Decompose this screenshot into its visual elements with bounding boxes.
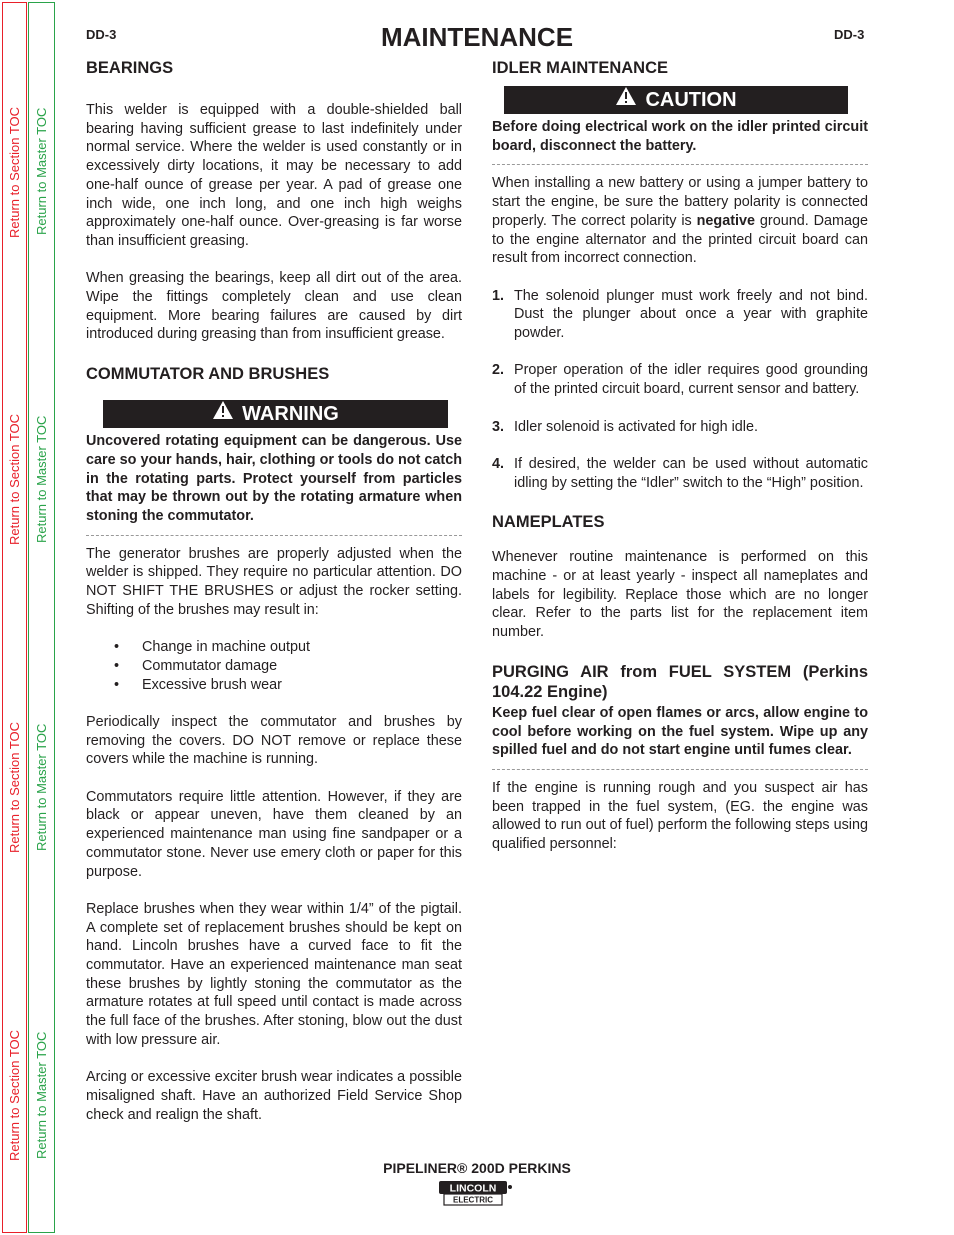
idler-heading: IDLER MAINTENANCE — [492, 59, 668, 77]
return-to-section-toc-link[interactable]: Return to Section TOC — [7, 413, 22, 545]
purging-paragraph: If the engine is running rough and you suspect air has been trapped in the fuel system, (EG. the engine was allowed to run out of fuel) perform the following steps using qualified personnel: — [492, 779, 868, 853]
list-item: • Commutator damage — [114, 657, 278, 674]
return-to-master-toc-link[interactable]: Return to Master TOC — [34, 1031, 49, 1159]
commutator-paragraph: The generator brushes are properly adjusted when the welder is shipped. They require no particular attention. DO NOT SHIFT THE BRUSHES or adjust the rocker setting. Shifting of the brushes may result in: — [86, 545, 462, 618]
page-title: MAINTENANCE — [380, 22, 574, 52]
warning-triangle-icon — [615, 86, 637, 114]
commutator-paragraph: Replace brushes when they wear within 1/4” of the pigtail. A complete set of replacement brushes should be kept on hand. Lincoln brushes have a curved face to fit the commutator. Have an experienced maintenance man seat these brushes by lightly stoning the commutator as the armature rotates at full speed until contact is made across the full face of the brushes. After stoning, blow out the dust with low pressure air. — [86, 900, 462, 1048]
warning-banner — [103, 400, 448, 428]
nameplates-heading: NAMEPLATES — [492, 513, 605, 532]
warning-text: Uncovered rotating equipment can be dangerous. Use care so your hands, hair, clothing or tools do not catch in the rotating parts. Protect yourself from particles that may be thrown out by the rotating armature when stoning the commutator. — [86, 433, 462, 524]
warning-label: WARNING — [242, 403, 339, 426]
logo-text-bottom: ELECTRIC — [453, 1195, 493, 1205]
logo-text-top: LINCOLN — [449, 1182, 497, 1195]
purging-warning-text: Keep fuel clear of open flames or arcs, allow engine to cool before working on the fuel system. Wipe up any spilled fuel and do not start engine until fumes clear. — [492, 704, 868, 759]
commutator-paragraph: Periodically inspect the commutator and brushes by removing the covers. DO NOT remove or replace these covers while the machine is running. — [86, 713, 462, 768]
page-code-left: DD-3 — [86, 27, 117, 42]
caution-label: CAUTION — [645, 89, 737, 111]
list-item: 2. Proper operation of the idler requires good grounding of the printed circuit board, current sensor and battery. — [492, 362, 868, 398]
divider — [492, 769, 868, 770]
bearings-paragraph: This welder is equipped with a double-shielded ball bearing having sufficient grease to last indefinitely under normal service. Where the welder is used constantly or in excessively dirty locations, it may be necessary to add one-half ounce of grease per year. A pad of grease one inch wide, one inch long, and one inch high weighs approximately one-half ounce. Over-greasing is far worse than insufficient greasing. — [86, 102, 462, 249]
model-name: PIPELINER® 200D PERKINS — [383, 1160, 571, 1176]
return-to-section-toc-link[interactable]: Return to Section TOC — [7, 106, 22, 238]
return-to-master-toc-link[interactable]: Return to Master TOC — [34, 415, 49, 543]
list-item: 4. If desired, the welder can be used without automatic idling by setting the “Idler” switch to the “High” position. — [492, 455, 868, 491]
warning-triangle-icon — [212, 400, 234, 428]
divider — [492, 164, 868, 165]
list-item: • Change in machine output — [114, 639, 311, 656]
idler-paragraph: When installing a new battery or using a jumper battery to start the engine, be sure the battery polarity is connected properly. The correct polarity is negative ground. Damage to the engine alternator and the printed circuit board can result from incorrect connection. — [492, 175, 868, 267]
commutator-heading: COMMUTATOR AND BRUSHES — [86, 365, 330, 384]
list-item: • Excessive brush wear — [114, 676, 282, 693]
purging-heading: PURGING AIR from FUEL SYSTEM (Perkins 104.22 Engine) — [492, 662, 868, 701]
return-to-section-toc-link[interactable]: Return to Section TOC — [7, 1029, 22, 1161]
nameplates-paragraph: Whenever routine maintenance is performed on this machine - or at least yearly - inspect all nameplates and labels for legibility. Replace those which are no longer clear. Refer to the parts list for the replacement item number. — [492, 549, 868, 641]
list-item: 1. The solenoid plunger must work freely and not bind. Dust the plunger about once a year with graphite powder. — [492, 287, 868, 342]
bearings-paragraph: When greasing the bearings, keep all dirt out of the area. Wipe the fittings completely clean and use clean equipment. More bearing failures are caused by dirt introduced during greasing than from insufficient grease. — [86, 270, 462, 343]
caution-banner — [504, 86, 848, 114]
divider — [86, 535, 462, 536]
return-to-section-toc-link[interactable]: Return to Section TOC — [7, 721, 22, 853]
left-column — [86, 58, 462, 1124]
bearings-heading: BEARINGS — [86, 59, 174, 77]
lincoln-electric-logo — [438, 1180, 514, 1206]
right-column — [492, 58, 868, 854]
commutator-paragraph: Arcing or excessive exciter brush wear indicates a possible misaligned shaft. Have an authorized Field Service Shop check and realign the shaft. — [86, 1069, 462, 1123]
return-to-master-toc-link[interactable]: Return to Master TOC — [34, 107, 49, 235]
caution-text: Before doing electrical work on the idler printed circuit board, disconnect the battery. — [492, 119, 868, 154]
list-item: 3. Idler solenoid is activated for high idle. — [492, 418, 758, 435]
commutator-paragraph: Commutators require little attention. However, if they are black or appear uneven, have them cleaned by an experienced maintenance man using fine sandpaper or a commutator stone. Never use emery cloth or paper for this purpose. — [86, 788, 462, 880]
page-code-right: DD-3 — [834, 27, 865, 42]
return-to-master-toc-link[interactable]: Return to Master TOC — [34, 723, 49, 851]
